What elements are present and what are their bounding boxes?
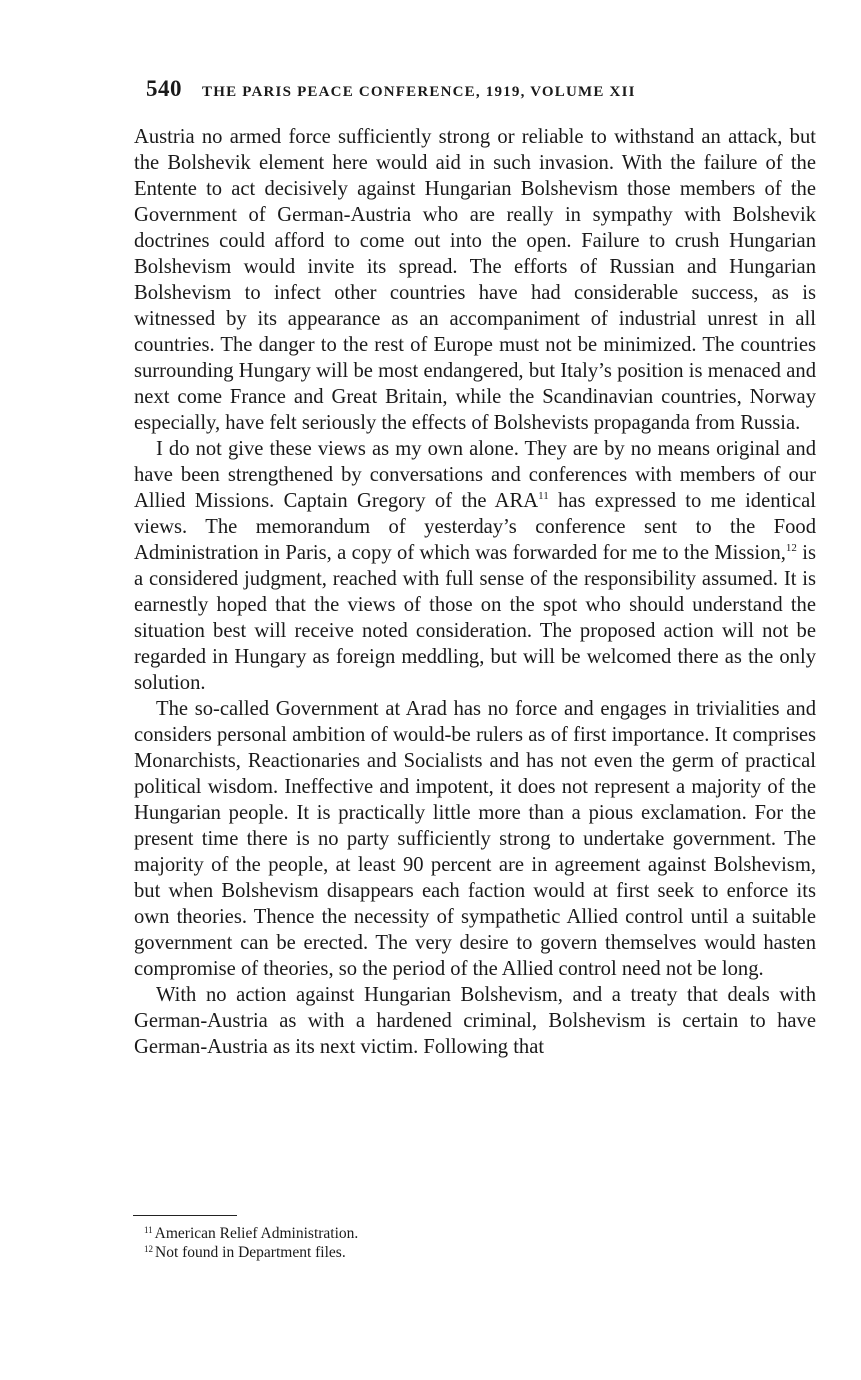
- footnote-ref-12: 12: [785, 542, 797, 554]
- footnote-text: American Relief Administration.: [154, 1225, 359, 1242]
- paragraph-4: With no action against Hungarian Bolshevism, and a treaty that deals with German-Austria as with a hardened criminal, Bolshevism is certain to have German-Austria as its next victim. Following that: [134, 984, 816, 1058]
- paragraph-2-part-b: has expressed to me identical views. The memorandum of yesterday’s conference sent to the Food Administration in Paris, a copy of which was forwarded for me to the Mission,: [134, 490, 816, 564]
- body-text: [134, 124, 816, 1060]
- paragraph-1: Austria no armed force sufficiently strong or reliable to withstand an attack, but the Bolshevik element here would aid in such invasion. With the failure of the Entente to act decisively against Hungarian Bolshevism those members of the Government of German-Austria who are really in sympathy with Bolshevik doctrines could afford to come out into the open. Failure to crush Hungarian Bolshevism would invite its spread. The efforts of Russian and Hungarian Bolshevism to infect other countries have had considerable success, as is witnessed by its appearance as an accompaniment of industrial unrest in all countries. The danger to the rest of Europe must not be minimized. The countries surrounding Hungary will be most endangered, but Italy’s position is menaced and next come France and Great Britain, while the Scandinavian countries, Norway especially, have felt seriously the effects of Bolshevists propaganda from Russia.: [134, 126, 816, 434]
- footnote-mark: 11: [144, 1225, 153, 1235]
- footnote-divider: [133, 1215, 237, 1216]
- paragraph-2-part-c: is a considered judgment, reached with full sense of the responsibility assumed. It is earnestly hoped that the views of those on the spot who should understand the situation best will receive noted consideration. The proposed action will not be regarded in Hungary as foreign meddling, but will be welcomed there as the only solution.: [134, 542, 817, 694]
- page-header: [146, 76, 816, 112]
- running-title: THE PARIS PEACE CONFERENCE, 1919, VOLUME XII: [202, 84, 636, 100]
- footnote-12: [144, 1243, 744, 1262]
- footnote-mark: 12: [144, 1244, 153, 1254]
- footnote-ref-11: 11: [538, 490, 549, 502]
- footnote-text: Not found in Department files.: [155, 1244, 346, 1261]
- paragraph-2-part-a: I do not give these views as my own alone. They are by no means original and have been strengthened by conversations and conferences with members of our Allied Missions. Captain Gregory of the ARA: [134, 438, 816, 512]
- page-number: 540: [146, 76, 182, 101]
- paragraph-2: [134, 436, 816, 696]
- footnote-11: [144, 1224, 744, 1243]
- footnotes: [144, 1224, 744, 1262]
- paragraph-3: The so-called Government at Arad has no force and engages in trivialities and considers personal ambition of would-be rulers as of first importance. It comprises Monarchists, Reactionaries and Socialists and has not even the germ of practical political wisdom. Ineffective and impotent, it does not represent a majority of the Hungarian people. It is practically little more than a pious exclamation. For the present time there is no party sufficiently strong to undertake government. The majority of the people, at least 90 percent are in agreement against Bolshevism, but when Bolshevism disappears each faction would at first seek to enforce its own theories. Thence the necessity of sympathetic Allied control until a suitable government can be erected. The very desire to govern themselves would hasten compromise of theories, so the period of the Allied control need not be long.: [134, 698, 816, 980]
